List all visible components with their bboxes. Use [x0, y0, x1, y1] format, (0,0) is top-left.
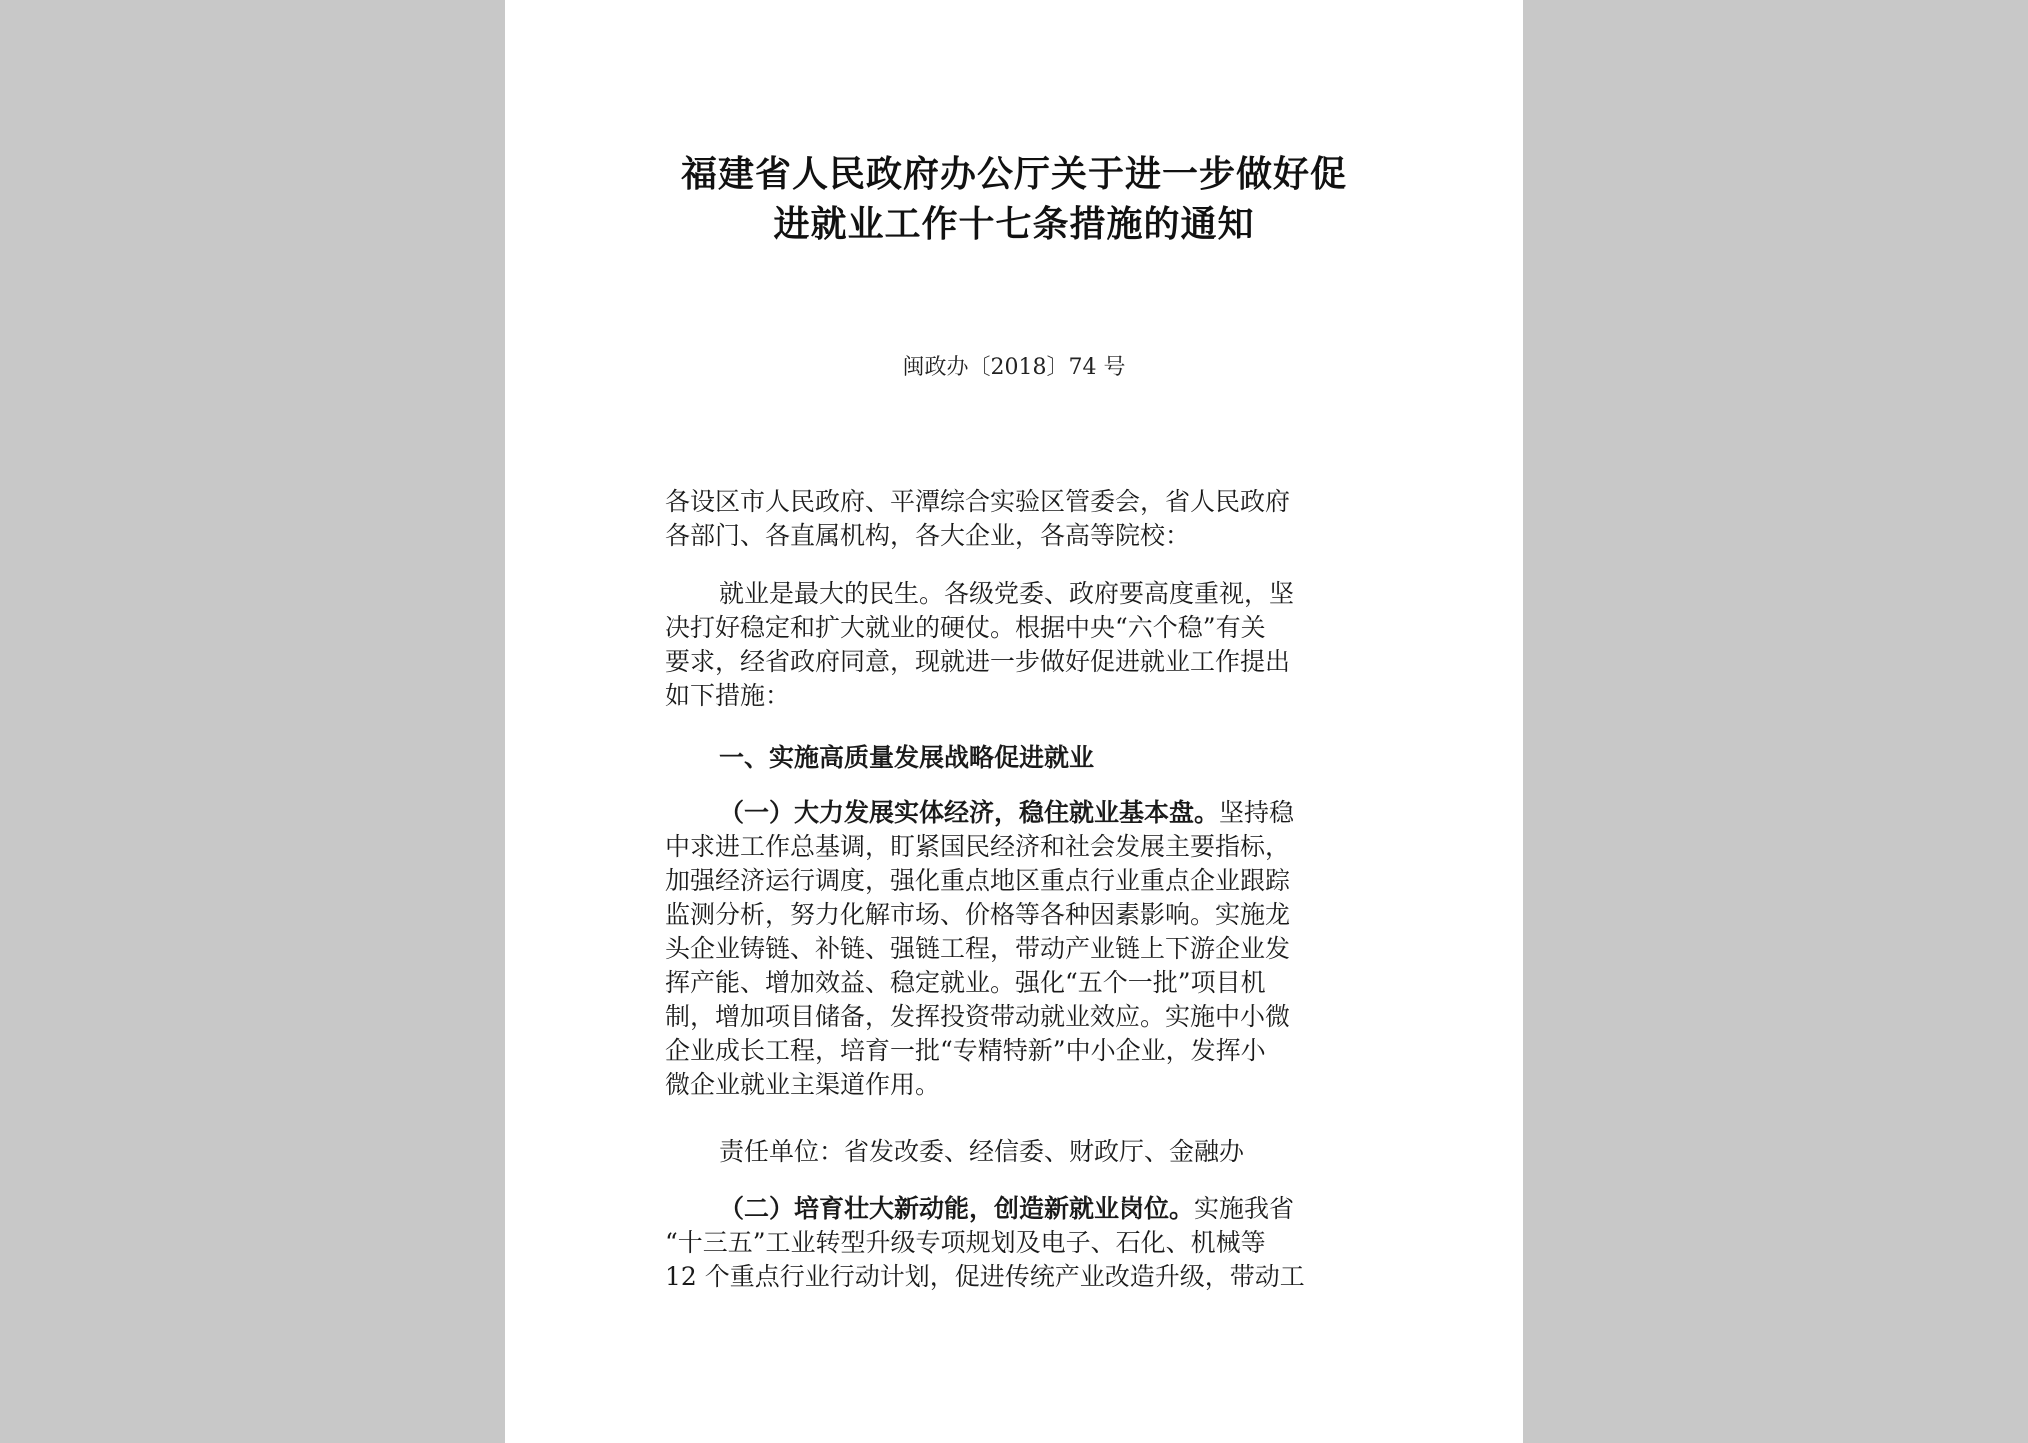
- item-2-line: 12 个重点行业行动计划，促进传统产业改造升级，带动工: [665, 1262, 1305, 1291]
- item-1-line: 企业成长工程，培育一批“专精特新”中小企业，发挥小: [665, 1036, 1266, 1065]
- item-2-first-line-rest: 实施我省: [1194, 1194, 1295, 1223]
- document-number: 闽政办〔2018〕74 号: [902, 355, 1126, 380]
- item-2-line: “十三五”工业转型升级专项规划及电子、石化、机械等: [665, 1228, 1266, 1257]
- document-title-line-1: 福建省人民政府办公厅关于进一步做好促: [680, 154, 1347, 195]
- addressee: [665, 485, 1365, 553]
- document-title-line-2: 进就业工作十七条措施的通知: [773, 204, 1255, 245]
- item-1-line: 头企业铸链、补链、强链工程，带动产业链上下游企业发: [665, 934, 1291, 963]
- item-1-line: 微企业就业主渠道作用。: [665, 1070, 941, 1099]
- intro-line: 要求，经省政府同意，现就进一步做好促进就业工作提出: [665, 647, 1291, 676]
- item-1-responsible-block: [665, 1135, 1365, 1169]
- item-2-paragraph: [665, 1192, 1365, 1294]
- item-1-paragraph: [665, 796, 1365, 1102]
- item-1-line: 监测分析，努力化解市场、价格等各种因素影响。实施龙: [665, 900, 1291, 929]
- item-1-responsible: 责任单位：省发改委、经信委、财政厅、金融办: [719, 1137, 1245, 1166]
- intro-line: 就业是最大的民生。各级党委、政府要高度重视，坚: [719, 579, 1295, 608]
- document-page: [505, 0, 1523, 1443]
- intro-line: 决打好稳定和扩大就业的硬仗。根据中央“六个稳”有关: [665, 613, 1266, 642]
- section-1-heading-block: [665, 741, 1365, 775]
- item-1-bold-lead: （一）大力发展实体经济，稳住就业基本盘。: [719, 798, 1220, 827]
- intro-paragraph: [665, 577, 1365, 713]
- item-2-first-line: [665, 1192, 1365, 1226]
- item-2-bold-lead: （二）培育壮大新动能，创造新就业岗位。: [719, 1194, 1195, 1223]
- addressee-line: 各设区市人民政府、平潭综合实验区管委会，省人民政府: [665, 487, 1291, 516]
- addressee-line: 各部门、各直属机构，各大企业，各高等院校：: [665, 521, 1191, 550]
- intro-line: 如下措施：: [665, 681, 791, 710]
- item-1-line: 加强经济运行调度，强化重点地区重点行业重点企业跟踪: [665, 866, 1291, 895]
- item-1-first-line: [665, 796, 1365, 830]
- item-1-line: 制，增加项目储备，发挥投资带动就业效应。实施中小微: [665, 1002, 1291, 1031]
- item-1-line: 挥产能、增加效益、稳定就业。强化“五个一批”项目机: [665, 968, 1266, 997]
- item-1-first-line-rest: 坚持稳: [1219, 798, 1295, 827]
- item-1-line: 中求进工作总基调，盯紧国民经济和社会发展主要指标，: [665, 832, 1291, 861]
- section-1-heading: 一、实施高质量发展战略促进就业: [719, 743, 1095, 772]
